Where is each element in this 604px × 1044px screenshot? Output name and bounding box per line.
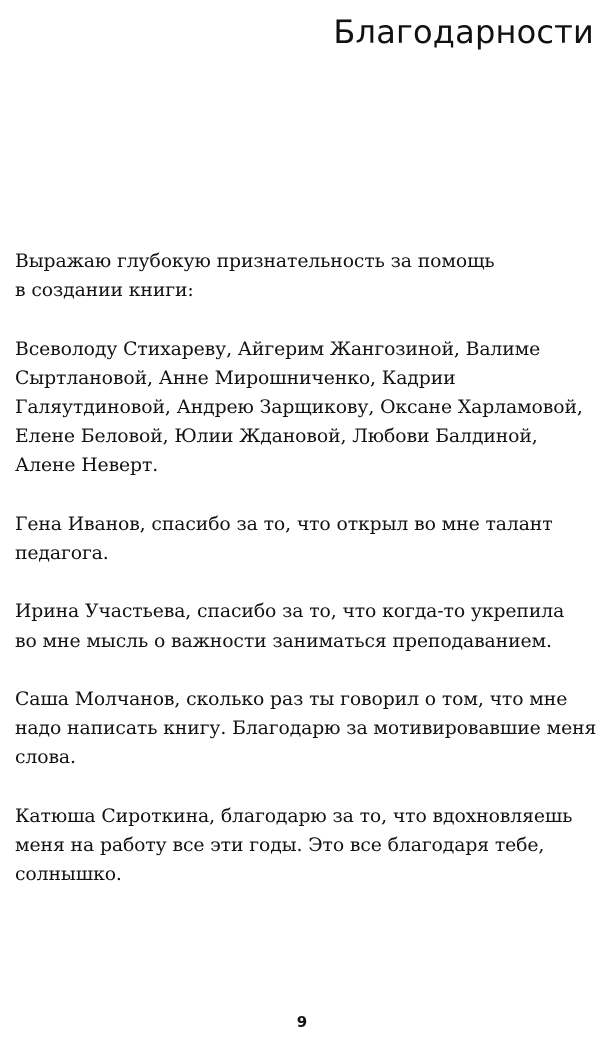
page-title: Благодарности bbox=[333, 13, 594, 51]
paragraph-gena bbox=[15, 510, 595, 568]
text-line: во мне мысль о важности заниматься преподаванием. bbox=[15, 630, 552, 652]
paragraph-names bbox=[15, 335, 595, 481]
text-line: Елене Беловой, Юлии Ждановой, Любови Балдиной, bbox=[15, 426, 538, 448]
text-line: Сыртлановой, Анне Мирошниченко, Кадрии bbox=[15, 367, 456, 389]
paragraph-sasha bbox=[15, 685, 595, 773]
text-line: меня на работу все эти годы. Это все благодаря тебе, bbox=[15, 834, 545, 856]
text-line: в создании книги: bbox=[15, 280, 194, 302]
paragraph-irina bbox=[15, 597, 595, 655]
text-line: солнышко. bbox=[15, 864, 122, 886]
text-line: Гена Иванов, спасибо за то, что открыл во мне талант bbox=[15, 513, 553, 535]
text-line: Выражаю глубокую признательность за помощь bbox=[15, 251, 495, 272]
text-line: Алене Неверт. bbox=[15, 455, 159, 477]
text-line: Галяутдиновой, Андрею Зарщикову, Оксане Харламовой, bbox=[15, 397, 583, 418]
text-line: Ирина Участьева, спасибо за то, что когда-то укрепила bbox=[15, 601, 565, 623]
text-line: Всеволоду Стихареву, Айгерим Жангозиной, Валиме bbox=[15, 338, 541, 360]
text-line: педагога. bbox=[15, 543, 109, 564]
acknowledgements-body bbox=[15, 247, 595, 919]
paragraph-intro bbox=[15, 247, 595, 305]
text-line: надо написать книгу. Благодарю за мотивировавшие меня bbox=[15, 718, 597, 740]
text-line: слова. bbox=[15, 747, 76, 769]
paragraph-katyusha bbox=[15, 802, 595, 890]
page-number: 9 bbox=[296, 1013, 308, 1031]
text-line: Саша Молчанов, сколько раз ты говорил о том, что мне bbox=[15, 688, 568, 710]
text-line: Катюша Сироткина, благодарю за то, что вдохновляешь bbox=[15, 805, 573, 827]
